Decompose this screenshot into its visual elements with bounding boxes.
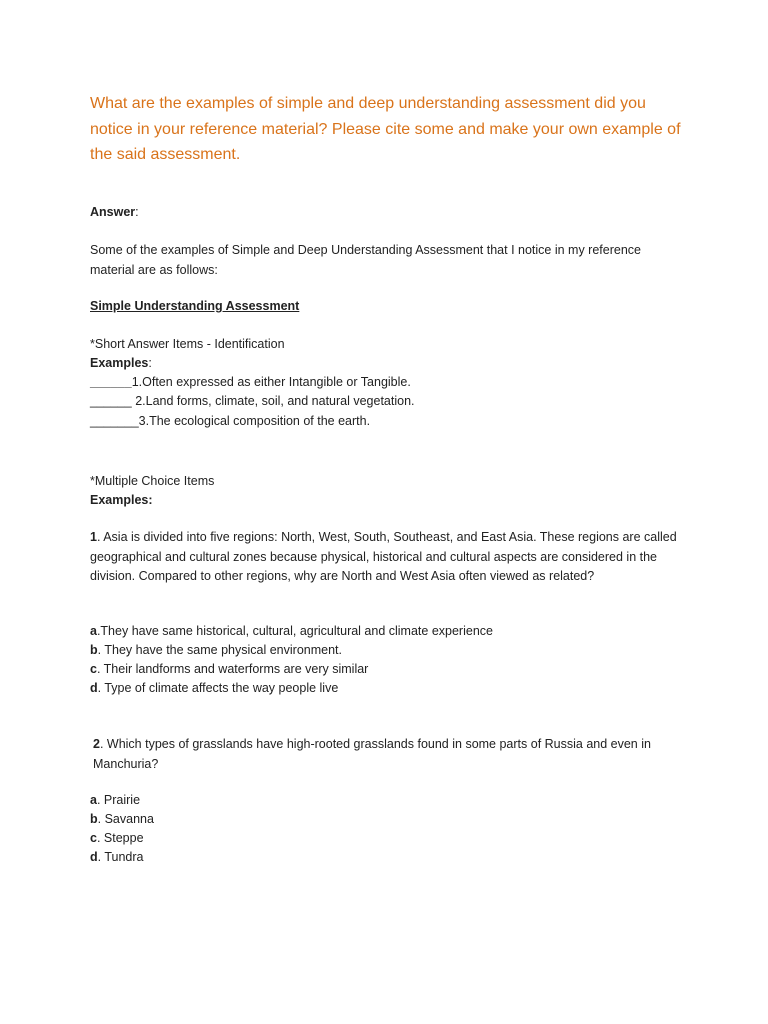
short-answer-heading: *Short Answer Items - Identification: [90, 337, 285, 351]
question-1-text: [90, 528, 680, 587]
choice-letter: d: [90, 850, 98, 864]
choice-letter: d: [90, 681, 98, 695]
choice-option: [90, 791, 140, 810]
choice-text: . They have the same physical environment.: [97, 643, 342, 657]
answer-colon: :: [135, 205, 139, 219]
choice-option: [90, 810, 154, 829]
choice-letter: a: [90, 624, 97, 638]
answer-blank: ______: [90, 394, 132, 408]
choice-text: . Type of climate affects the way people live: [97, 681, 339, 695]
multiple-choice-examples-label: Examples:: [90, 493, 153, 507]
answer-blank: ______: [90, 375, 132, 389]
question-body: . Which types of grasslands have high-rooted grasslands found in some parts of Russia and even in Manchuria?: [93, 737, 651, 771]
item-text: 1.Often expressed as either Intangible or Tangible.: [131, 375, 411, 389]
identification-item: [90, 373, 411, 392]
choice-letter: a: [90, 793, 97, 807]
question-body: . Asia is divided into five regions: North, West, South, Southeast, and East Asia. These regions are called geographical and cultural zones because physical, historical and cultural aspects are considered in the division. Compared to other regions, why are North and West Asia often viewed as related?: [90, 530, 677, 583]
choice-option: [90, 641, 342, 660]
item-text: 3.The ecological composition of the earth.: [138, 414, 371, 428]
identification-item: [90, 412, 370, 431]
choice-text: . Tundra: [97, 850, 144, 864]
choice-option: [90, 622, 493, 641]
choice-letter: b: [90, 812, 98, 826]
question-number: 1: [90, 530, 97, 544]
choice-text: . Savanna: [97, 812, 154, 826]
choice-option: [90, 848, 144, 867]
choice-option: [90, 829, 144, 848]
question-number: 2: [93, 737, 100, 751]
identification-item: [90, 392, 415, 411]
answer-label-line: [90, 203, 139, 222]
short-answer-examples-label: Examples: [90, 356, 149, 370]
choice-text: . Their landforms and waterforms are very similar: [96, 662, 369, 676]
choice-option: [90, 679, 338, 698]
question-2-text: [90, 735, 683, 774]
choice-letter: c: [90, 662, 97, 676]
choice-text: .They have same historical, cultural, agricultural and climate experience: [96, 624, 493, 638]
choice-option: [90, 660, 368, 679]
question-heading: What are the examples of simple and deep understanding assessment did you notice in your reference material? Please cite some and make your own example of the said assessment.: [90, 95, 681, 163]
answer-blank: _______: [90, 414, 139, 428]
choice-text: . Prairie: [96, 793, 141, 807]
choice-letter: c: [90, 831, 97, 845]
multiple-choice-heading: *Multiple Choice Items: [90, 474, 215, 488]
intro-paragraph: Some of the examples of Simple and Deep Understanding Assessment that I notice in my reference material are as follows:: [90, 243, 641, 277]
section-heading: Simple Understanding Assessment: [90, 299, 300, 313]
short-answer-examples-colon: :: [148, 356, 152, 370]
item-text: 2.Land forms, climate, soil, and natural vegetation.: [131, 394, 415, 408]
choice-text: . Steppe: [96, 831, 144, 845]
answer-label: Answer: [90, 205, 136, 219]
short-answer-examples-line: [90, 354, 152, 373]
choice-letter: b: [90, 643, 98, 657]
